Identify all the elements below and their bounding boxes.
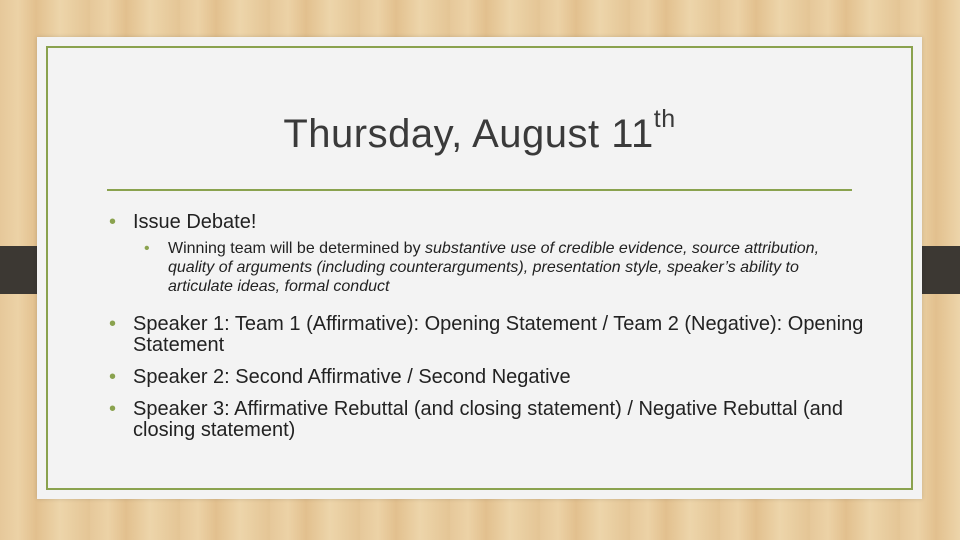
sub-bullet-plain-text: Winning team will be determined by — [168, 240, 426, 257]
bullet-item — [107, 399, 867, 441]
bullet-item — [107, 367, 867, 388]
title-superscript: th — [653, 105, 676, 133]
title-main: Thursday, August 11 — [283, 112, 654, 156]
bullet-icon: • — [109, 366, 117, 388]
slide-title — [37, 105, 922, 157]
sub-bullet-italic-text: substantive use of credible evidence, source attribution, quality of arguments (including counterarguments), presentation style, speaker’s ability to articulate ideas, formal conduct — [168, 240, 820, 295]
bullet-list — [107, 201, 867, 441]
bullet-icon: • — [109, 211, 117, 233]
bullet-text: Speaker 1: Team 1 (Affirmative): Opening Statement / Team 2 (Negative): Opening Statement — [133, 313, 864, 356]
bullet-item — [107, 314, 867, 356]
bullet-text: Issue Debate! — [133, 211, 257, 233]
slide-card — [37, 37, 922, 499]
bullet-icon: • — [109, 313, 117, 335]
sub-bullet-item — [142, 239, 867, 296]
title-divider — [107, 189, 852, 191]
bullet-text: Speaker 3: Affirmative Rebuttal (and closing statement) / Negative Rebuttal (and closing statement) — [133, 398, 844, 441]
bullet-icon: • — [109, 398, 117, 420]
bullet-icon: • — [144, 240, 150, 257]
bullet-item — [107, 212, 867, 233]
bullet-text: Speaker 2: Second Affirmative / Second Negative — [133, 366, 571, 388]
